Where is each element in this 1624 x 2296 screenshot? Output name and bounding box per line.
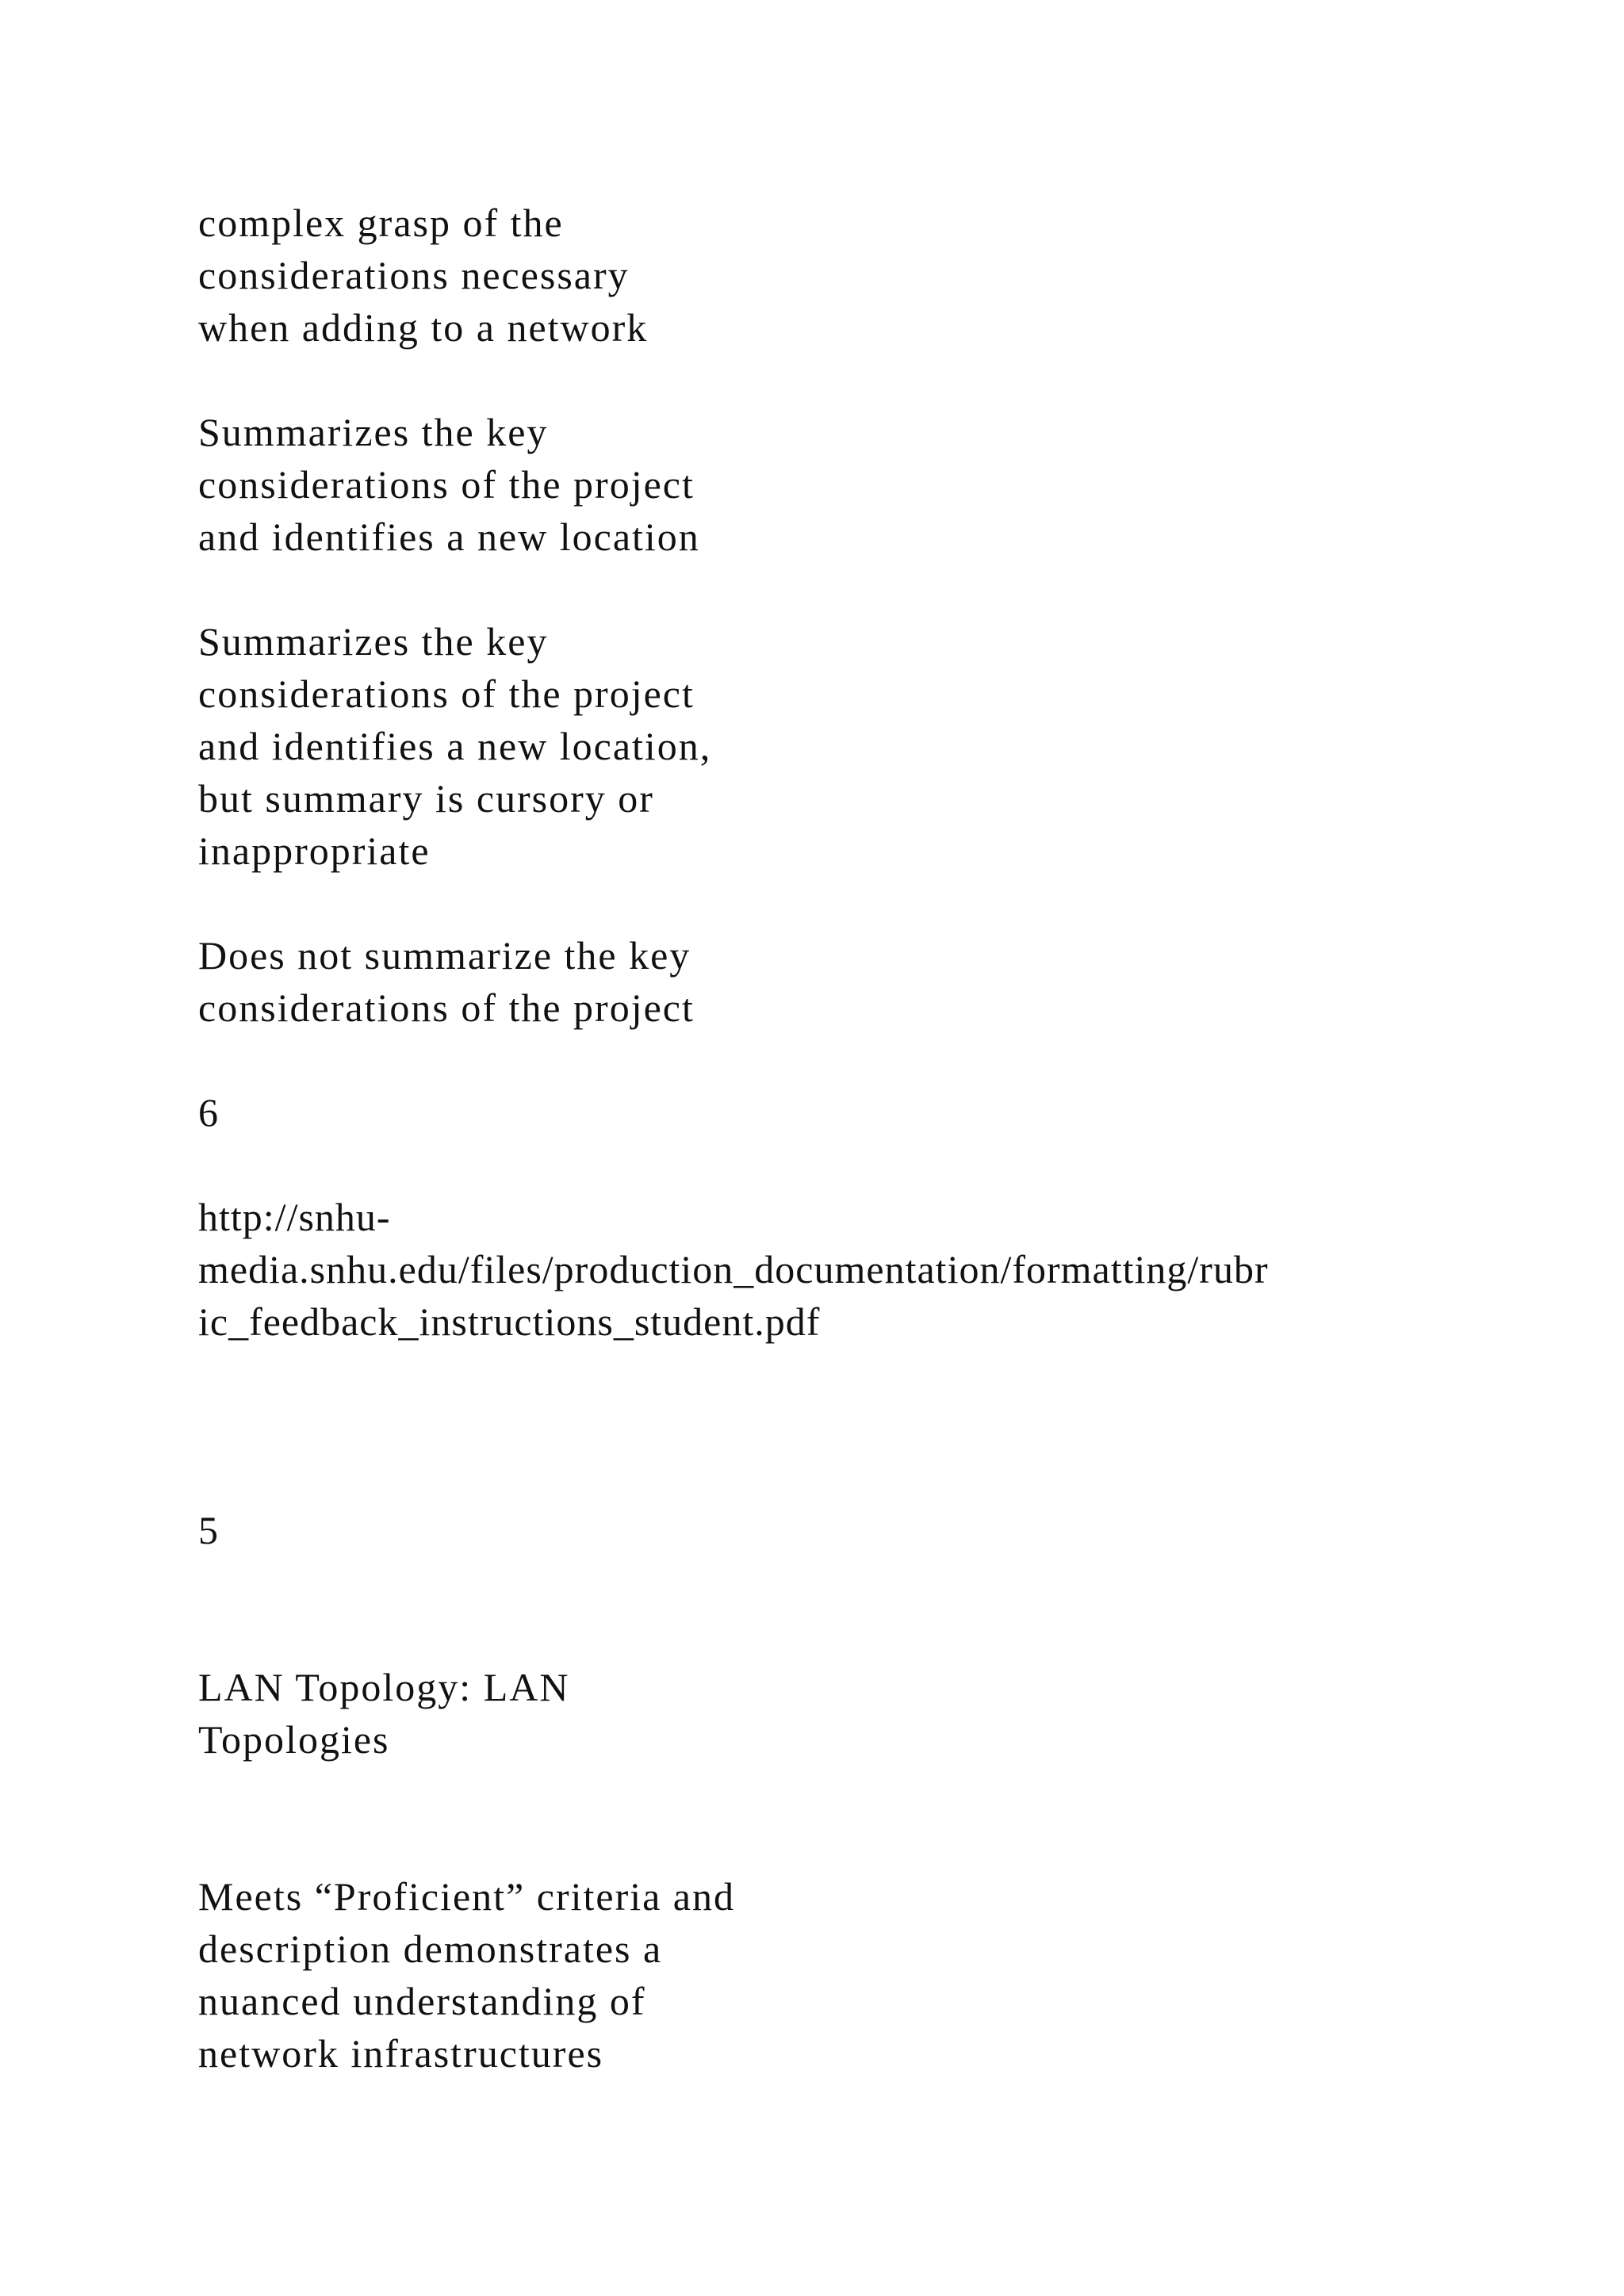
page-number: 5 — [198, 1508, 220, 1552]
text-line: Summarizes the key — [198, 619, 549, 664]
text-line: considerations of the project — [198, 462, 695, 507]
text-line: considerations of the project — [198, 672, 695, 716]
url-line: http://snhu- — [198, 1195, 391, 1239]
url-line: ic_feedback_instructions_student.pdf — [198, 1299, 821, 1344]
text-line: when adding to a network — [198, 305, 649, 350]
text-line: but summary is cursory or — [198, 776, 654, 821]
text-line: and identifies a new location, — [198, 724, 712, 768]
text-line: Meets “Proficient” criteria and — [198, 1874, 735, 1919]
text-line: considerations of the project — [198, 985, 695, 1030]
text-line: nuanced understanding of — [198, 1979, 646, 2023]
page-number: 6 — [198, 1090, 220, 1135]
text-line: network infrastructures — [198, 2031, 604, 2076]
section-heading: Topologies — [198, 1717, 390, 1762]
section-heading: LAN Topology: LAN — [198, 1665, 570, 1709]
text-line: inappropriate — [198, 828, 431, 873]
text-line: and identifies a new location — [198, 515, 700, 559]
text-line: considerations necessary — [198, 253, 630, 297]
url-line: media.snhu.edu/files/production_documentation/formatting/rubr — [198, 1247, 1269, 1292]
text-line: Does not summarize the key — [198, 933, 691, 978]
text-line: complex grasp of the — [198, 201, 564, 245]
text-line: description demonstrates a — [198, 1927, 663, 1971]
text-line: Summarizes the key — [198, 410, 549, 454]
